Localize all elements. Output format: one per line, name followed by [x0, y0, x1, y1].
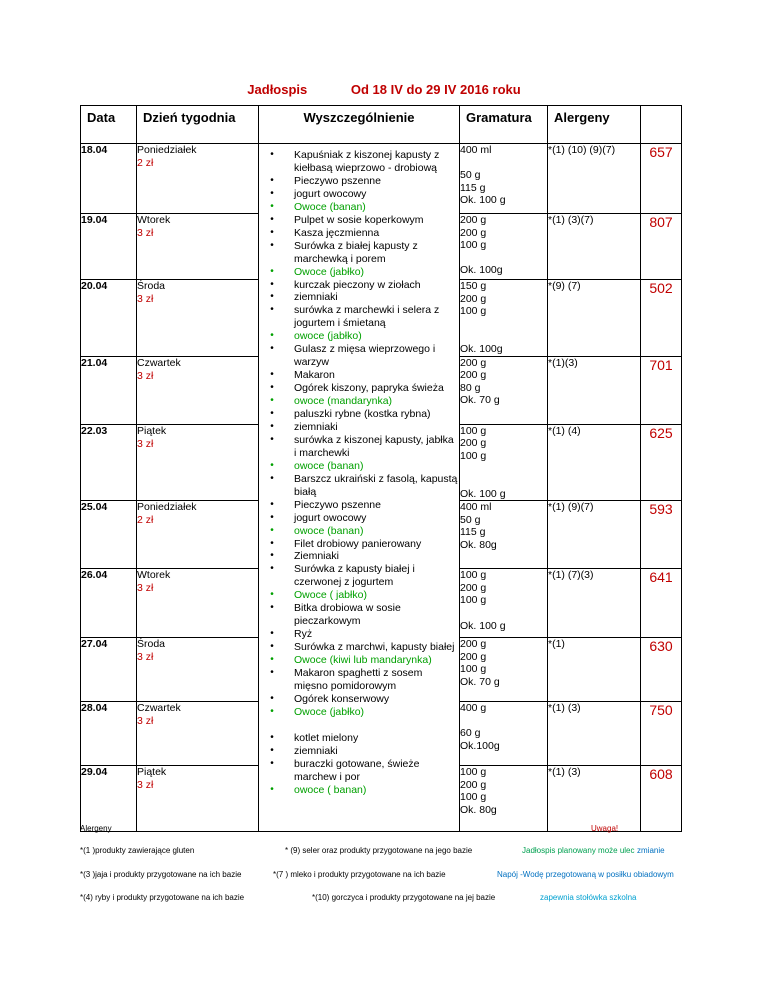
day-price: 3 zł	[137, 369, 154, 382]
header-row	[81, 106, 682, 144]
menu-item-text: i marchewki	[294, 446, 350, 459]
menu-item-text: Owoce ( jabłko)	[294, 589, 367, 602]
footer-allergen-9: * (9) seler oraz produkty przygotowane na jego bazie	[285, 846, 473, 855]
bullet-icon: •	[270, 692, 274, 704]
cell-day	[137, 214, 259, 280]
cell-items	[259, 144, 460, 832]
gram-value	[460, 462, 547, 475]
bullet-icon: •	[270, 472, 274, 484]
day-price: 2 zł	[137, 157, 154, 169]
gram-value: 100 g	[460, 663, 487, 676]
gram-value	[460, 715, 547, 728]
bullet-icon: •	[270, 550, 274, 562]
gram-value: 115 g	[460, 526, 486, 539]
cell-day	[137, 356, 259, 424]
bullet-icon: •	[270, 563, 274, 575]
title-label: Jadłospis	[247, 82, 308, 97]
menu-item-text: Pieczywo pszenne	[294, 174, 381, 187]
menu-item-text: owoce (mandarynka)	[294, 395, 393, 407]
menu-item-text: buraczki gotowane, świeże	[294, 757, 420, 770]
cell-kcal: 608	[641, 766, 682, 832]
gram-value: 400 ml	[460, 501, 492, 514]
day-name: Poniedziałek	[137, 144, 197, 156]
day-name: Czwartek	[137, 702, 181, 715]
menu-item-text: paluszki rybne (kostka rybna)	[294, 408, 431, 420]
gram-value: 150 g	[460, 280, 487, 292]
menu-item-text: Owoce (jabłko)	[294, 705, 365, 718]
menu-items-list	[259, 144, 459, 815]
gram-value: 100 g	[460, 239, 487, 252]
gram-value: 200 g	[460, 292, 487, 305]
cell-day	[137, 501, 259, 569]
footer-warning: Uwaga!	[591, 824, 619, 833]
page-title	[0, 82, 768, 97]
menu-item-text: owoce (banan)	[294, 459, 364, 472]
gram-value	[460, 157, 547, 170]
menu-item-text: pieczarkowym	[294, 615, 361, 628]
menu-item-text: owoce (banan)	[294, 524, 364, 537]
cell-allergens: *(1)(3)	[548, 356, 641, 424]
gram-value: 200 g	[460, 581, 487, 594]
menu-table	[80, 105, 682, 832]
bullet-icon: •	[270, 511, 274, 523]
gram-value: Ok. 100g	[460, 264, 503, 277]
gram-value: 400 g	[460, 702, 487, 715]
gram-value: 200 g	[460, 778, 487, 791]
gram-value	[460, 252, 547, 265]
bullet-icon: •	[270, 628, 274, 640]
cell-allergens: *(1) (3)(7)	[548, 214, 641, 280]
day-name: Piątek	[137, 424, 167, 437]
cell-kcal: 593	[641, 501, 682, 569]
header-grams: Gramatura	[460, 106, 548, 144]
footer-drink-note: Napój -Wodę przegotowaną w posiłku obiadowym	[497, 870, 674, 879]
day-price: 3 zł	[137, 293, 154, 305]
cell-grams	[460, 766, 548, 832]
bullet-icon: •	[270, 187, 274, 199]
day-name: Piątek	[137, 766, 167, 779]
menu-item-text: Kapuśniak z kiszonej kapusty z	[294, 149, 440, 161]
cell-grams	[460, 501, 548, 569]
day-price: 3 zł	[137, 437, 154, 450]
cell-kcal: 701	[641, 356, 682, 424]
menu-item-text: surówka z kiszonej kapusty, jabłka	[294, 433, 454, 446]
gram-value: 200 g	[460, 214, 487, 226]
bullet-icon: •	[270, 731, 274, 743]
gram-value: 115 g	[460, 181, 486, 194]
header-day: Dzień tygodnia	[137, 106, 259, 144]
cell-kcal: 657	[641, 144, 682, 214]
cell-date: 28.04	[81, 702, 137, 766]
bullet-icon: •	[270, 602, 274, 614]
gram-value: Ok. 80g	[460, 538, 497, 551]
menu-item-text: Surówka z kapusty białej i	[294, 563, 415, 576]
menu-item-text: jogurtem i śmietaną	[294, 317, 386, 330]
menu-item-text: Kasza jęczmienna	[294, 226, 380, 239]
bullet-icon: •	[270, 382, 274, 394]
cell-allergens: *(1) (3)	[548, 766, 641, 832]
cell-date: 21.04	[81, 356, 137, 424]
footer-change-note: Jadłospis planowany może ulec	[522, 846, 635, 855]
bullet-icon: •	[270, 654, 274, 665]
gram-value: Ok. 100 g	[460, 619, 506, 632]
gram-value: 50 g	[460, 169, 481, 182]
gram-value: Ok. 100g	[460, 342, 503, 355]
menu-item-text: owoce ( banan)	[294, 783, 367, 796]
gram-value: 80 g	[460, 381, 481, 394]
menu-item-text: Pieczywo pszenne	[294, 498, 381, 511]
cell-grams	[460, 569, 548, 638]
cell-kcal: 641	[641, 569, 682, 638]
cell-day	[137, 638, 259, 702]
day-name: Wtorek	[137, 569, 171, 582]
header-items: Wyszczególnienie	[259, 106, 460, 144]
cell-kcal: 807	[641, 214, 682, 280]
footer-allergen-10: *(10) gorczyca i produkty przygotowane na jej bazie	[312, 893, 496, 902]
menu-body	[81, 144, 682, 832]
cell-day	[137, 144, 259, 214]
table-row	[81, 144, 682, 214]
menu-item-text: ziemniaki	[294, 744, 338, 757]
bullet-icon: •	[270, 705, 274, 717]
menu-item-text: ziemniaki	[294, 291, 338, 304]
cell-kcal: 630	[641, 638, 682, 702]
cell-allergens: *(1) (3)	[548, 702, 641, 766]
cell-allergens: *(1) (9)(7)	[548, 501, 641, 569]
bullet-icon: •	[270, 395, 274, 406]
menu-item-text: mięsno pomidorowym	[294, 679, 397, 692]
gram-value: 60 g	[460, 727, 481, 740]
bullet-icon: •	[270, 265, 274, 277]
bullet-icon: •	[270, 757, 274, 769]
menu-item-text: czerwonej z jogurtem	[294, 576, 394, 589]
menu-item-text: marchewką i porem	[294, 252, 386, 265]
title-range: Od 18 IV do 29 IV 2016 roku	[350, 82, 521, 97]
footer-change-note-2: zmianie	[637, 846, 665, 855]
gram-value: Ok. 80g	[460, 803, 497, 816]
cell-grams	[460, 280, 548, 357]
bullet-icon: •	[270, 589, 274, 601]
cell-day	[137, 569, 259, 638]
cell-day	[137, 424, 259, 501]
gram-value: Ok. 100 g	[460, 194, 506, 207]
bullet-icon: •	[270, 213, 274, 225]
menu-item-text: białą	[294, 485, 317, 498]
menu-item-text: warzyw	[294, 356, 330, 369]
cell-allergens: *(9) (7)	[548, 280, 641, 357]
gram-value: 200 g	[460, 226, 487, 239]
cell-date: 20.04	[81, 280, 137, 357]
gram-value: 100 g	[460, 305, 487, 318]
menu-item-text: jogurt owocowy	[294, 511, 367, 524]
day-price: 3 zł	[137, 651, 154, 664]
menu-item-text: kurczak pieczony w ziołach	[294, 278, 421, 291]
cell-kcal: 502	[641, 280, 682, 357]
menu-item-text: marchew i por	[294, 770, 360, 783]
cell-grams	[460, 214, 548, 280]
bullet-icon: •	[270, 291, 274, 303]
bullet-icon: •	[270, 369, 274, 381]
footer-allergen-1: *(1 )produkty zawierające gluten	[80, 846, 195, 855]
menu-item-text: kiełbasą wieprzowo - drobiową	[294, 161, 437, 174]
day-name: Poniedziałek	[137, 501, 197, 514]
day-price: 3 zł	[137, 227, 154, 239]
gram-value: Ok. 70 g	[460, 675, 500, 688]
gram-value: Ok. 100 g	[460, 487, 506, 500]
gram-value: 100 g	[460, 424, 487, 437]
bullet-icon: •	[270, 667, 274, 678]
bullet-icon: •	[270, 420, 274, 432]
cell-date: 18.04	[81, 144, 137, 214]
gram-value	[460, 475, 547, 488]
menu-item-text: Owoce (banan)	[294, 200, 366, 213]
cell-allergens: *(1) (7)(3)	[548, 569, 641, 638]
bullet-icon: •	[270, 149, 274, 160]
cell-date: 26.04	[81, 569, 137, 638]
day-price: 2 zł	[137, 514, 154, 527]
menu-item-text: Surówka z marchwi, kapusty białej	[294, 641, 455, 654]
cell-grams	[460, 144, 548, 214]
menu-item-text: Pulpet w sosie koperkowym	[294, 213, 424, 226]
cell-grams	[460, 638, 548, 702]
bullet-icon: •	[270, 226, 274, 238]
gram-value	[460, 318, 547, 331]
day-price: 3 zł	[137, 582, 154, 595]
menu-item-text: Ziemniaki	[294, 550, 339, 563]
gram-value: 50 g	[460, 513, 481, 526]
bullet-icon: •	[270, 330, 274, 342]
cell-date: 22.03	[81, 424, 137, 501]
bullet-icon: •	[270, 304, 274, 316]
cell-day	[137, 702, 259, 766]
gram-value: Ok. 70 g	[460, 394, 500, 407]
cell-allergens: *(1)	[548, 638, 641, 702]
day-name: Środa	[137, 280, 166, 292]
bullet-icon: •	[270, 641, 274, 653]
cell-kcal: 625	[641, 424, 682, 501]
day-name: Środa	[137, 638, 166, 651]
cell-grams	[460, 424, 548, 501]
header-allergens: Alergeny	[548, 106, 641, 144]
cell-grams	[460, 356, 548, 424]
gram-value: 200 g	[460, 638, 487, 651]
gram-value: 100 g	[460, 766, 487, 779]
cell-kcal: 750	[641, 702, 682, 766]
gram-value	[460, 607, 547, 620]
gram-value: 400 ml	[460, 144, 492, 156]
menu-item-text: Ogórek kiszony, papryka świeża	[294, 382, 444, 395]
bullet-icon: •	[270, 239, 274, 251]
day-name: Wtorek	[137, 214, 171, 226]
bullet-icon: •	[270, 459, 274, 471]
day-name: Czwartek	[137, 356, 181, 369]
gram-value: Ok.100g	[460, 739, 500, 752]
menu-item-text: Ogórek konserwowy	[294, 692, 390, 705]
cell-date: 27.04	[81, 638, 137, 702]
gram-value: 100 g	[460, 569, 487, 582]
header-date: Data	[81, 106, 137, 144]
footer-allergen-7: *(7 ) mleko i produkty przygotowane na ich bazie	[273, 870, 446, 879]
footer-allergens-title: Alergeny	[80, 824, 112, 833]
cell-date: 25.04	[81, 501, 137, 569]
footer-school-note: zapewnia stołówka szkolna	[540, 893, 637, 902]
bullet-icon: •	[270, 174, 274, 186]
bullet-icon: •	[270, 343, 274, 355]
day-price: 3 zł	[137, 715, 154, 728]
menu-item-text: Filet drobiowy panierowany	[294, 537, 422, 550]
footer-allergen-4: *(4) ryby i produkty przygotowane na ich bazie	[80, 893, 245, 902]
bullet-icon: •	[270, 278, 274, 290]
gram-value: 100 g	[460, 449, 487, 462]
menu-item-text: Makaron	[294, 369, 335, 382]
bullet-icon: •	[270, 744, 274, 756]
gram-value: 200 g	[460, 437, 487, 450]
gram-value: 100 g	[460, 594, 487, 607]
gram-value: 200 g	[460, 650, 487, 663]
bullet-icon: •	[270, 200, 274, 212]
bullet-icon: •	[270, 783, 274, 795]
menu-item-text: Bitka drobiowa w sosie	[294, 602, 401, 615]
cell-date: 19.04	[81, 214, 137, 280]
bullet-icon: •	[270, 408, 274, 419]
footer-allergen-3: *(3 )jaja i produkty przygotowane na ich bazie	[80, 870, 242, 879]
cell-date: 29.04	[81, 766, 137, 832]
menu-item-text: jogurt owocowy	[294, 187, 367, 200]
gram-value: 200 g	[460, 369, 487, 382]
bullet-icon: •	[270, 537, 274, 549]
menu-item-text: Gulasz z mięsa wieprzowego i	[294, 343, 436, 356]
menu-item-text: Owoce (kiwi lub mandarynka)	[294, 654, 432, 666]
cell-day	[137, 766, 259, 832]
gram-value: 200 g	[460, 356, 487, 369]
menu-item-text: ziemniaki	[294, 420, 338, 433]
bullet-icon: •	[270, 524, 274, 536]
gram-value	[460, 330, 547, 343]
menu-item-text: Ryż	[294, 628, 313, 641]
menu-item-text: Makaron spaghetti z sosem	[294, 667, 423, 679]
menu-item-text: Surówka z białej kapusty z	[294, 239, 418, 252]
bullet-icon: •	[270, 433, 274, 445]
menu-item-text: Barszcz ukraiński z fasolą, kapustą	[294, 472, 458, 485]
cell-allergens: *(1) (4)	[548, 424, 641, 501]
menu-item-text: surówka z marchewki i selera z	[294, 304, 440, 317]
menu-item-text: Owoce (jabłko)	[294, 265, 365, 278]
header-kcal	[641, 106, 682, 144]
menu-item-text: owoce (jabłko)	[294, 330, 362, 343]
menu-item-text: kotlet mielony	[294, 731, 359, 744]
cell-allergens: *(1) (10) (9)(7)	[548, 144, 641, 214]
day-price: 3 zł	[137, 779, 154, 792]
bullet-icon: •	[270, 498, 274, 510]
cell-day	[137, 280, 259, 357]
cell-grams	[460, 702, 548, 766]
gram-value: 100 g	[460, 791, 487, 804]
